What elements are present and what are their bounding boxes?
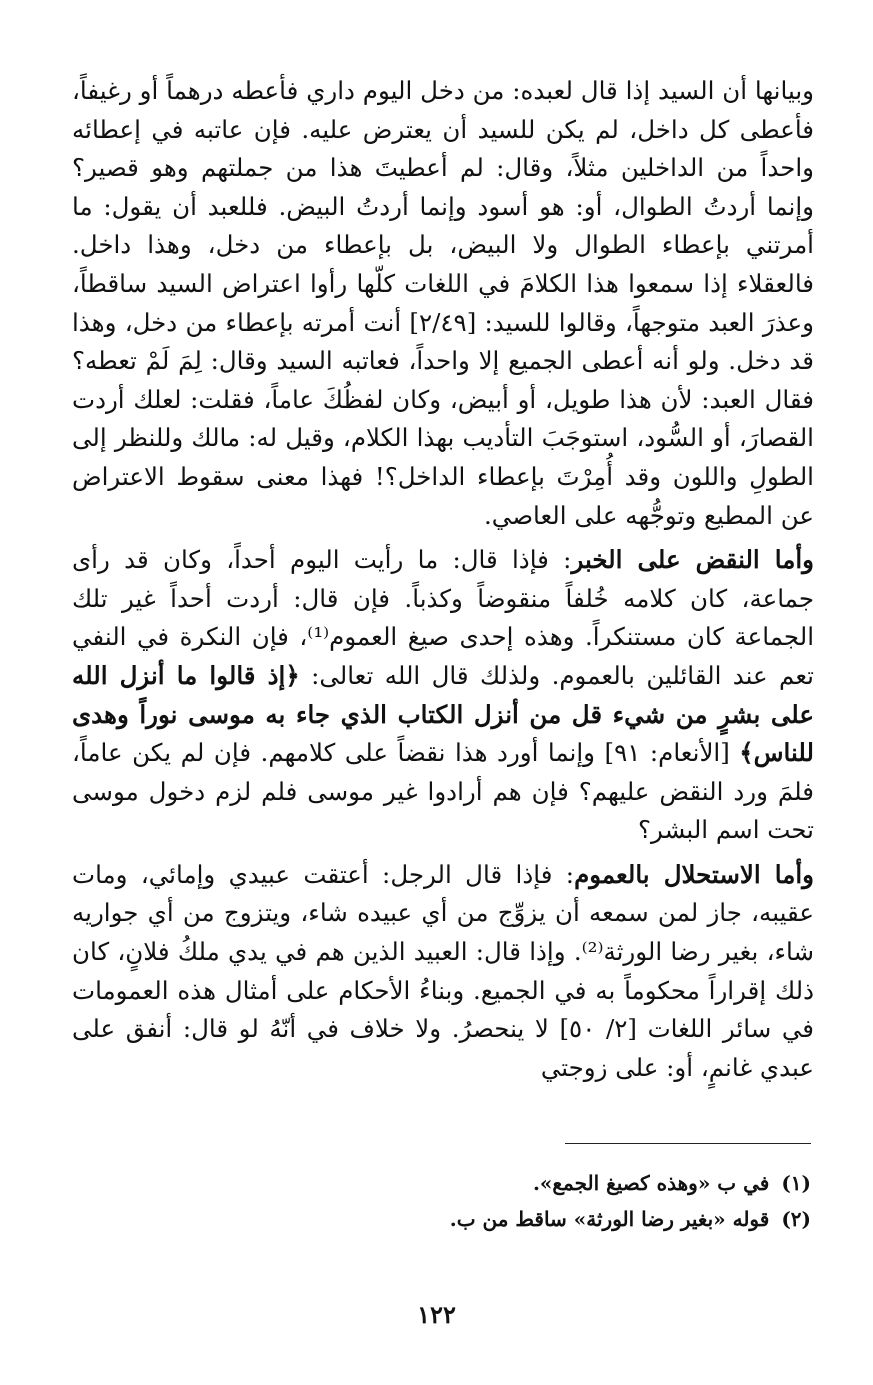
page-number: ١٢٢ <box>417 1300 456 1329</box>
paragraph-text: وبيانها أن السيد إذا قال لعبده: من دخل اليوم داري فأعطه درهماً أو رغيفاً، فأعطى كل داخل، لم يكن للسيد أن يعترض عليه. فإن عاتبه في إعطائه واحداً من الداخلين مثلاً، وقال: لم أعطيتَ هذا من جملتهم وهو قصير؟ وإنما أردتُ الطوال، أو: هو أسود وإنما أردتُ البيض. فللعبد أن يقول: ما أمرتني بإعطاء الطوال ولا البيض، بل بإعطاء من دخل، وهذا داخل. فالعقلاء إذا سمعوا هذا الكلامَ في اللغات كلّها رأوا اعتراض السيد ساقطاً، وعذرَ العبد متوجهاً، وقالوا للسيد: [٢/٤٩] أنت أمرته بإعطاء من دخل، وهذا قد دخل. ولو أنه أعطى الجميع إلا واحداً، فعاتبه السيد وقال: لِمَ لَمْ تعطه؟ فقال العبد: لأن هذا طويل، أو أبيض، وكان لفظُكَ عاماً، فقلت: لعلك أردت القصارَ، أو السُّود، استوجَبَ التأديب بهذا الكلام، وقيل له: مالك وللنظر إلى الطولِ واللون وقد أُمِرْتَ بإعطاء الداخل؟! فهذا معنى سقوط الاعتراض عن المطيع وتوجُّهه على العاصي. <box>72 76 814 530</box>
paragraph-text: : فإذا قال الرجل: أعتقت عبيدي وإمائي، ومات عقيبه، جاز لمن سمعه أن يزوِّج من أي عبيده شاء، ويتزوج من أي جواريه شاء، بغير رضا الورثة⁽²⁾. وإذا قال: العبيد الذين هم في يدي ملكُ فلانٍ، كان ذلك إقراراً محكوماً به في الجميع. وبناءُ الأحكام على أمثال هذه العمومات في سائر اللغات [٢/ ٥٠] لا ينحصرُ. ولا خلاف في أنّهُ لو قال: أنفق على عبدي غانمٍ، أو: على زوجتي <box>72 859 814 1082</box>
section-heading: وأما الاستحلال بالعموم <box>574 859 815 889</box>
main-text <box>72 72 814 1093</box>
section-heading: وأما النقض على الخبر <box>571 545 814 575</box>
footnote-1 <box>91 1165 811 1201</box>
paragraph-text: [الأنعام: ٩١] وإنما أورد هذا نقضاً على كلامهم. فإن لم يكن عاماً، فلمَ ورد النقض عليهم؟ فإن هم أرادوا غير موسى فلم لزم دخول موسى تحت اسم البشر؟ <box>72 738 814 845</box>
paragraph-explanation <box>72 72 814 535</box>
paragraph-text: : فإذا قال: ما رأيت اليوم أحداً، وكان قد رأى جماعة، كان كلامه خُلفاً منقوضاً وكذباً. فإن قال: أردت أحداً غير تلك الجماعة كان مستنكراً. وهذه إحدى صيغ العموم⁽¹⁾، فإن النكرة في النفي تعم عند القائلين بالعموم. ولذلك قال الله تعالى: <box>72 545 814 690</box>
footnote-text: قوله «بغير رضا الورثة» ساقط من ب. <box>449 1207 770 1231</box>
paragraph-khabar <box>72 541 814 850</box>
footnote-2 <box>91 1201 811 1237</box>
footnote-number: (٢) <box>781 1207 811 1231</box>
footnote-text: في ب «وهذه كصيغ الجمع». <box>532 1171 770 1195</box>
footnotes <box>91 1165 811 1237</box>
footnote-number: (١) <box>781 1171 811 1195</box>
paragraph-istihlal <box>72 856 814 1088</box>
quran-quote: ﴿إذ قالوا ما أنزل الله على بشرٍ من شيء قل من أنزل الكتاب الذي جاء به موسى نوراً وهدى للناس﴾ <box>72 660 814 768</box>
footnote-separator <box>565 1143 811 1144</box>
